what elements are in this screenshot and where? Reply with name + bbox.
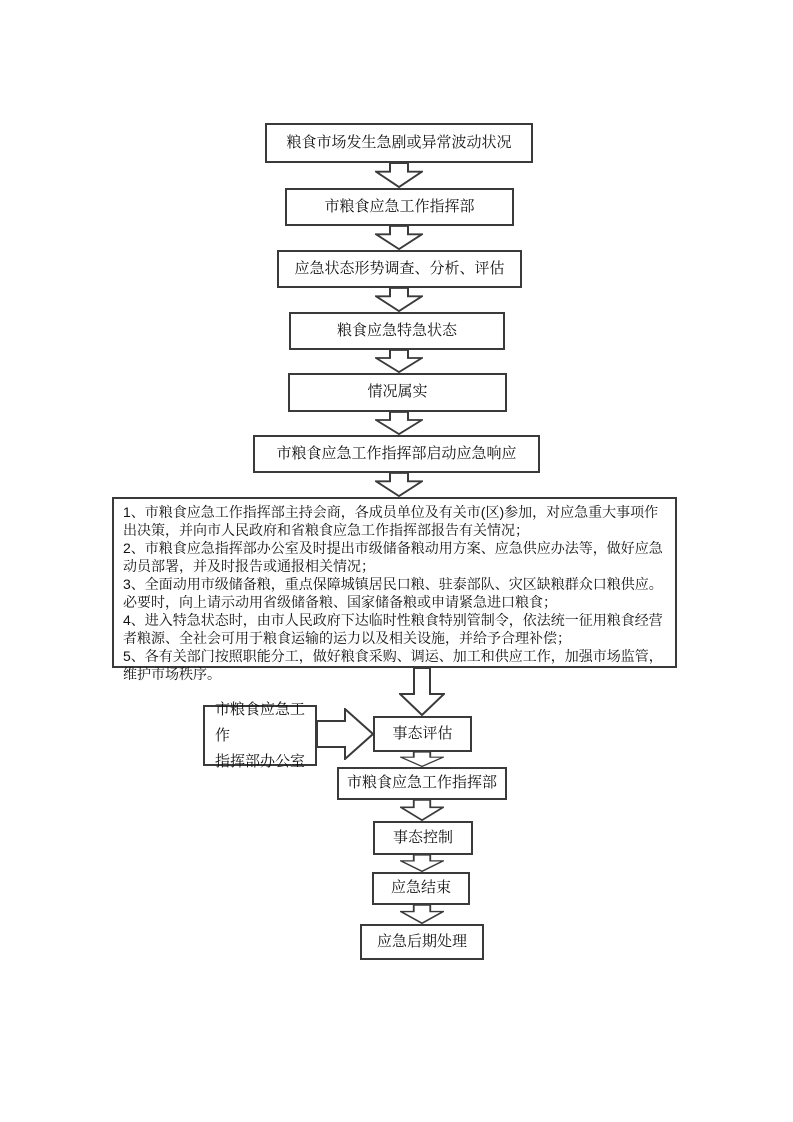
flow-node-launch [253, 435, 540, 473]
down-arrow-icon-9 [400, 855, 444, 872]
detail-item-1: 1、市粮食应急工作指挥部主持会商，各成员单位及有关市(区)参加，对应急重大事项作出决策，并向市人民政府和省粮食应急工作指挥部报告有关情况； [123, 504, 659, 538]
flow-node-hq-2 [337, 767, 507, 800]
flow-node-post [360, 924, 484, 960]
flow-node-start [265, 123, 533, 163]
flow-node-hq-2-label: 市粮食应急工作指挥部 [346, 774, 497, 792]
flow-node-office-line2: 指挥部办公室 [215, 752, 306, 770]
flow-node-special-state-label: 粮食应急特急状态 [336, 321, 457, 339]
down-arrow-icon-5 [375, 412, 423, 435]
flow-node-survey-label: 应急状态形势调查、分析、评估 [294, 259, 505, 277]
flow-node-hq-label: 市粮食应急工作指挥部 [324, 197, 475, 215]
flow-node-confirmed-label: 情况属实 [367, 383, 428, 401]
flow-node-end [372, 872, 470, 905]
response-measures-box [112, 497, 677, 682]
down-arrow-icon-1 [375, 163, 423, 188]
detail-item-3: 3、全面动用市级储备粮，重点保障城镇居民口粮、驻泰部队、灾区缺粮群众口粮供应。必要时，向上请示动用省级储备粮、国家储备粮或申请紧急进口粮食； [123, 576, 663, 610]
flow-node-special-state [289, 312, 505, 350]
down-arrow-icon-long [399, 668, 445, 716]
down-arrow-icon-8 [400, 800, 444, 821]
flow-node-hq [285, 188, 514, 226]
flow-node-start-label: 粮食市场发生急剧或异常波动状况 [286, 133, 512, 151]
flow-node-launch-label: 市粮食应急工作指挥部启动应急响应 [276, 444, 517, 462]
down-arrow-icon-7 [400, 752, 444, 767]
flow-node-confirmed [288, 373, 507, 412]
detail-item-4: 4、进入特急状态时，由市人民政府下达临时性粮食特别管制令，依法统一征用粮食经营者粮源、全社会可用于粮食运输的运力以及相关设施，并给予合理补偿； [123, 612, 663, 646]
down-arrow-icon-4 [375, 350, 423, 373]
flow-node-office [203, 700, 317, 770]
flow-node-end-label: 应急结束 [390, 879, 451, 897]
right-arrow-icon [317, 708, 374, 760]
flow-node-post-label: 应急后期处理 [376, 932, 467, 950]
flow-node-control [373, 821, 473, 855]
flow-node-office-line1: 市粮食应急工作 [215, 700, 306, 744]
down-arrow-icon-3 [375, 288, 423, 312]
detail-item-5: 5、各有关部门按照职能分工，做好粮食采购、调运、加工和供应工作，加强市场监管，维护市场秩序。 [123, 648, 663, 682]
flow-node-survey [277, 250, 522, 288]
down-arrow-icon-10 [400, 905, 444, 924]
flow-node-control-label: 事态控制 [392, 828, 453, 846]
down-arrow-icon-6 [375, 473, 423, 497]
down-arrow-icon-2 [375, 226, 423, 250]
flow-node-assessment-label: 事态评估 [392, 724, 453, 742]
flow-node-assessment [373, 716, 472, 752]
detail-item-2: 2、市粮食应急指挥部办公室及时提出市级储备粮动用方案、应急供应办法等，做好应急动员部署，并及时报告或通报相关情况； [123, 540, 663, 574]
